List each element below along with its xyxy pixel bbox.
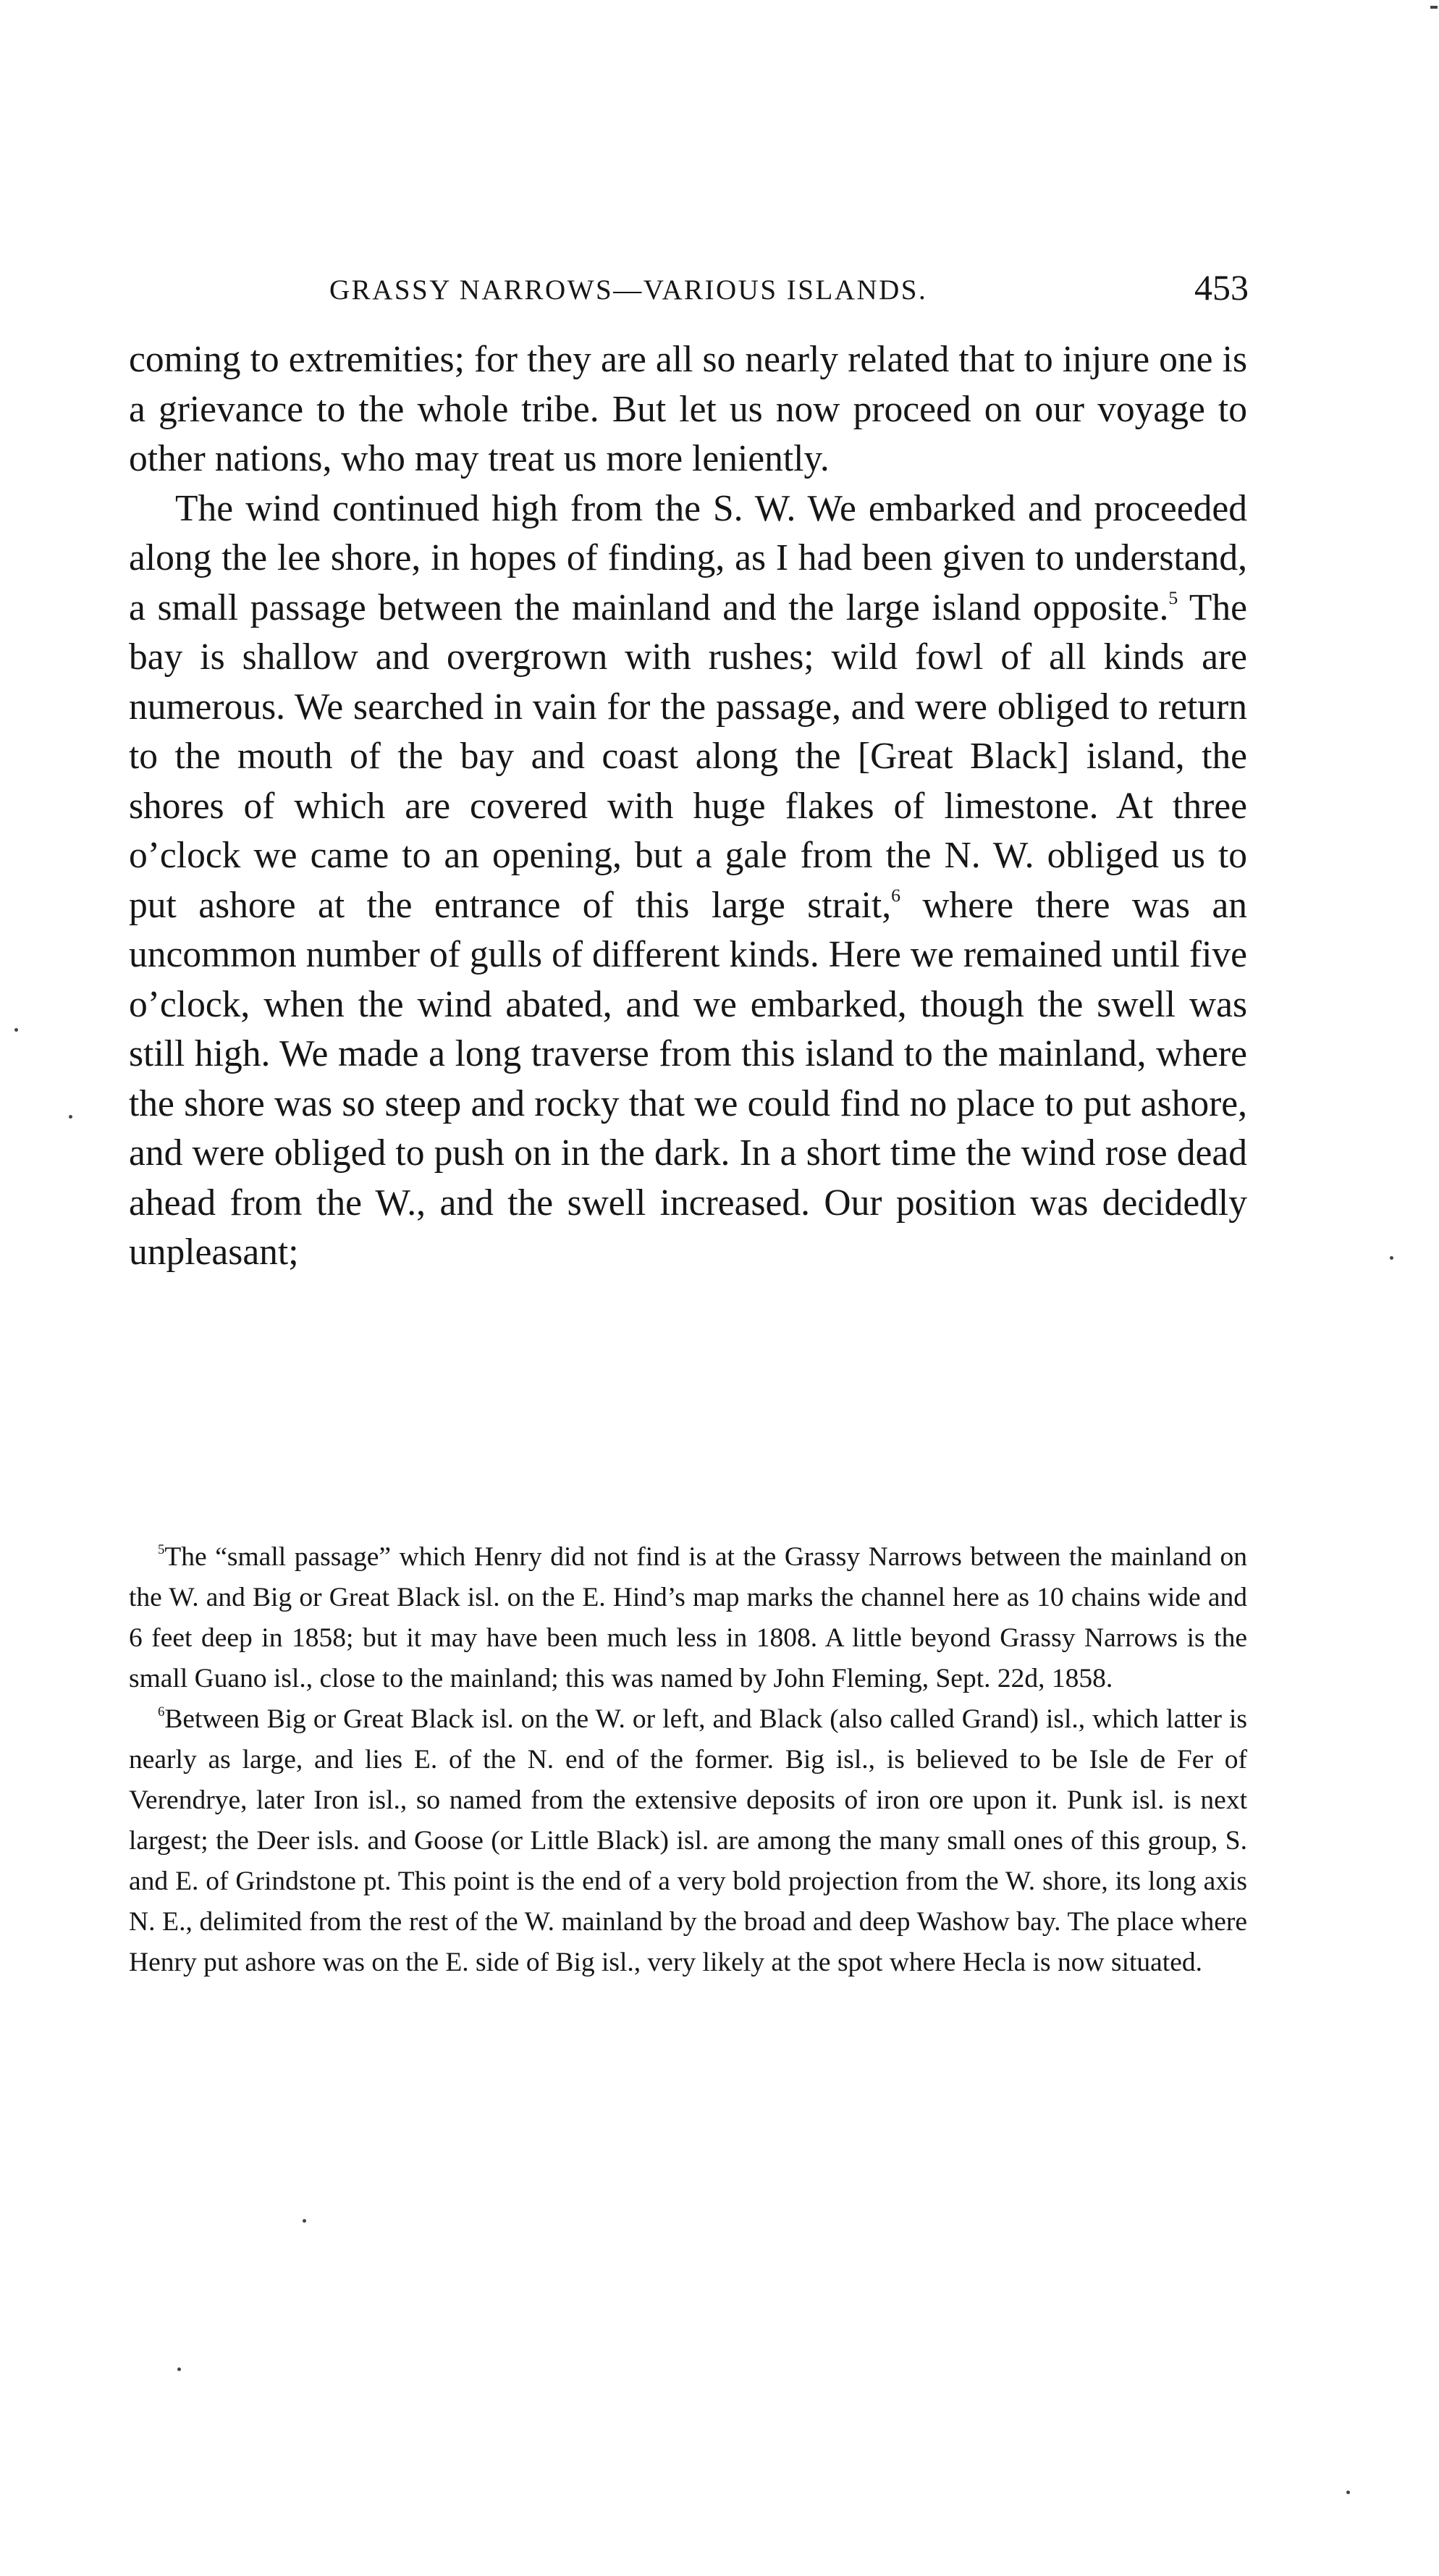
- footnotes: [129, 1537, 1247, 1983]
- scan-speck: [303, 2219, 306, 2223]
- footnote-6-text: Between Big or Great Black isl. on the W. or left, and Black (also called Grand) isl., which latter is nearly as large, and lies E. of the N. end of the former. Big isl., is believed to be Isle de Fer of Verendrye, later Iron isl., so named from the extensive deposits of iron ore upon it. Punk isl. is next largest; the Deer isls. and Goose (or Little Black) isl. are among the many small ones of this group, S. and E. of Grindstone pt. This point is the end of a very bold projection from the W. shore, its long axis N. E., delimited from the rest of the W. mainland by the broad and deep Washow bay. The place where Henry put ashore was on the E. side of Big isl., very likely at the spot where Hecla is now situated.: [129, 1704, 1247, 1977]
- footnote-6: [129, 1699, 1247, 1983]
- footnote-5-text: The “small passage” which Henry did not find is at the Grassy Narrows between the mainland on the W. and Big or Great Black isl. on the E. Hind’s map marks the channel here as 10 chains wide and 6 feet deep in 1858; but it may have been much less in 1808. A little beyond Grassy Narrows is the small Guano isl., close to the mainland; this was named by John Fleming, Sept. 22d, 1858.: [129, 1542, 1247, 1693]
- footnote-ref-6: 6: [891, 884, 900, 906]
- paragraph-2-part-c: where there was an uncommon number of gulls of different kinds. Here we remained until five o’clock, when the wind abated, and we embarked, though the swell was still high. We made a long traverse from this island to the mainland, where the shore was so steep and rocky that we could find no place to put ashore, and were obliged to push on in the dark. In a short time the wind rose dead ahead from the W., and the swell increased. Our position was decidedly unpleasant;: [129, 884, 1247, 1273]
- paragraph-1: coming to extremities; for they are all so nearly related that to injure one is a grievance to the whole tribe. But let us now proceed on our voyage to other nations, who may treat us more leniently.: [129, 339, 1247, 479]
- footnote-ref-5: 5: [1168, 586, 1178, 608]
- scan-speck: [1390, 1256, 1393, 1260]
- running-header: [329, 266, 1249, 310]
- footnote-6-marker: 6: [158, 1704, 165, 1720]
- scan-speck: [1346, 2491, 1350, 2494]
- scan-speck: [177, 2367, 181, 2371]
- paragraph-2: [129, 484, 1247, 1278]
- paragraph-2-part-b: The bay is shallow and overgrown with rushes; wild fowl of all kinds are numerous. We searched in vain for the passage, and were obliged to return to the mouth of the bay and coast along the [Great Black] island, the shores of which are covered with huge flakes of limestone. At three o’clock we came to an opening, but a gale from the N. W. obliged us to put ashore at the entrance of this large strait,: [129, 586, 1247, 926]
- scan-speck: [1430, 6, 1438, 9]
- scan-speck: [14, 1028, 18, 1032]
- running-title: GRASSY NARROWS—VARIOUS ISLANDS.: [329, 274, 928, 306]
- footnote-5: [129, 1537, 1247, 1699]
- footnote-5-marker: 5: [158, 1542, 165, 1558]
- scan-speck: [69, 1115, 72, 1119]
- paragraph-2-part-a: The wind continued high from the S. W. We embarked and proceeded along the lee shore, in hopes of finding, as I had been given to understand, a small passage between the mainland and the large island opposite.: [129, 487, 1247, 628]
- main-text: [129, 335, 1247, 1278]
- page-number: 453: [1194, 267, 1249, 308]
